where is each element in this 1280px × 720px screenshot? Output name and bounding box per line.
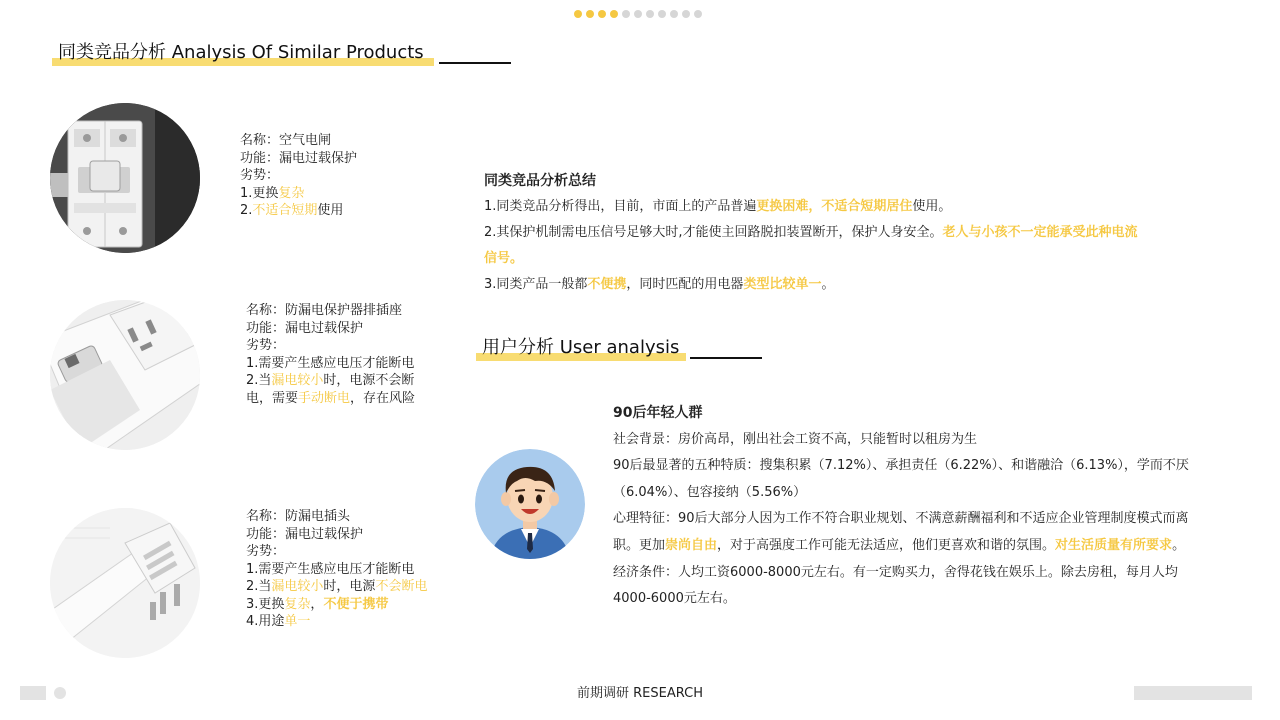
highlight-text: 对生活质量有所要求 [1055, 537, 1173, 553]
user-section-title [476, 337, 679, 361]
page-dot[interactable] [634, 10, 642, 18]
text-span: 时，电源不会断电，需要 [246, 373, 415, 406]
user-group-title: 90后年轻人群 [613, 405, 703, 421]
text-span: 2. [240, 203, 253, 218]
user-background: 社会背景：房价高昂，刚出社会工资不高，只能暂时以租房为生 [613, 431, 978, 447]
page-dot[interactable] [586, 10, 594, 18]
product-name: 名称：防漏电保护器排插座 [246, 303, 403, 318]
highlight-text: 不便于携带 [323, 596, 389, 612]
title-rule [690, 357, 762, 359]
page-dot[interactable] [610, 10, 618, 18]
text-span: 1.更换 [240, 185, 279, 201]
highlight-text: 类型比较单一 [743, 277, 822, 292]
user-title-text: 用户分析 User analysis [482, 337, 680, 358]
analysis-summary [484, 168, 1174, 298]
product-name: 名称：防漏电插头 [246, 509, 351, 524]
text-span: 4.用途 [246, 614, 285, 629]
avatar [475, 449, 585, 559]
product-3-info [246, 508, 428, 631]
product-name: 名称：空气电闸 [240, 133, 332, 148]
weakness-item [246, 613, 428, 631]
title-rule [439, 62, 511, 64]
products-title-text: 同类竞品分析 Analysis Of Similar Products [58, 42, 424, 63]
text-span: 3.同类产品一般都 [484, 277, 588, 292]
footer-label: 前期调研 RESEARCH [577, 686, 703, 701]
highlight-text: 漏电较小 [271, 373, 324, 388]
highlight-text: 不便携 [587, 277, 627, 292]
text-span: 心理特征：90后大部分人因为工作不符合职业规划、不满意薪酬福利和不适应企业管理制度模式而离职。更加 [613, 511, 1189, 553]
product-1-info [240, 132, 440, 220]
weakness-item [246, 578, 428, 596]
user-psychology [613, 506, 1203, 559]
highlight-text: 单一 [284, 614, 311, 629]
page-dot[interactable] [658, 10, 666, 18]
page-dot[interactable] [670, 10, 678, 18]
product-function: 功能：漏电过载保护 [246, 320, 364, 336]
product-function: 功能：漏电过载保护 [246, 526, 364, 542]
page-dot[interactable] [646, 10, 654, 18]
text-span: 使用 [317, 203, 344, 218]
highlight-text: 老人与小孩不一定能承受此种电流信号。 [484, 225, 1138, 266]
highlight-text: 不适合短期 [252, 203, 318, 218]
page-dot[interactable] [694, 10, 702, 18]
user-traits: 90后最显著的五种特质：搜集积累（7.12%）、承担责任（6.22%）、和谐融洽（6.13%），学而不厌（6.04%）、包容接纳（5.56%） [613, 458, 1189, 500]
footer-decoration [1134, 686, 1252, 700]
weakness-item: 1.需要产生感应电压才能断电 [246, 561, 415, 577]
weakness-item [240, 185, 440, 203]
text-span: 2.当 [246, 373, 272, 388]
summary-point [484, 272, 1174, 298]
weakness-item [246, 596, 428, 614]
weakness-label: 劣势： [240, 168, 280, 183]
power-strip-image [50, 300, 200, 450]
text-span: 3.更换 [246, 596, 285, 612]
text-span: 。 [821, 277, 835, 292]
weakness-item [240, 202, 440, 220]
summary-point [484, 194, 1174, 220]
text-span: 1.同类竞品分析得出，目前，市面上的产品普遍 [484, 199, 757, 214]
user-economy: 经济条件：人均工资6000-8000元左右。有一定购买力，舍得花钱在娱乐上。除去房租，每月人均4000-6000元左右。 [613, 564, 1178, 607]
pagination-dots [574, 10, 702, 18]
summary-point [484, 220, 1144, 272]
highlight-text: 更换困难，不适合短期居住 [756, 199, 913, 214]
text-span: 2.其保护机制需电压信号足够大时,才能使主回路脱扣装置断开，保护人身安全。 [484, 225, 943, 240]
page-dot[interactable] [598, 10, 606, 18]
highlight-text: 复杂 [278, 185, 305, 201]
product-2-info [246, 302, 428, 407]
air-switch-image [50, 103, 200, 253]
highlight-text: 崇尚自由 [665, 537, 718, 553]
text-span: ，对于高强度工作可能无法适应，他们更喜欢和谐的氛围。 [717, 537, 1056, 553]
text-span: 2.当 [246, 579, 272, 594]
page-dot[interactable] [682, 10, 690, 18]
text-span: ， [310, 596, 324, 612]
text-span: ，同时匹配的用电器 [626, 277, 744, 292]
page-dot[interactable] [622, 10, 630, 18]
summary-title: 同类竞品分析总结 [484, 173, 596, 189]
product-function: 功能：漏电过载保护 [240, 150, 358, 166]
user-analysis [613, 400, 1203, 613]
plug-image [50, 508, 200, 658]
highlight-text: 漏电较小 [271, 579, 324, 594]
weakness-label: 劣势： [246, 338, 286, 353]
weakness-label: 劣势： [246, 544, 286, 559]
highlight-text: 不会断电 [375, 579, 428, 594]
highlight-text: 复杂 [284, 596, 311, 612]
page-dot[interactable] [574, 10, 582, 18]
highlight-text: 手动断电 [298, 390, 351, 406]
text-span: 。 [1172, 537, 1186, 553]
text-span: 时，电源 [323, 579, 376, 594]
text-span: ，存在风险 [350, 390, 416, 406]
weakness-item [246, 372, 428, 407]
weakness-item: 1.需要产生感应电压才能断电 [246, 355, 415, 371]
products-section-title [52, 42, 424, 66]
text-span: 使用。 [912, 199, 952, 214]
